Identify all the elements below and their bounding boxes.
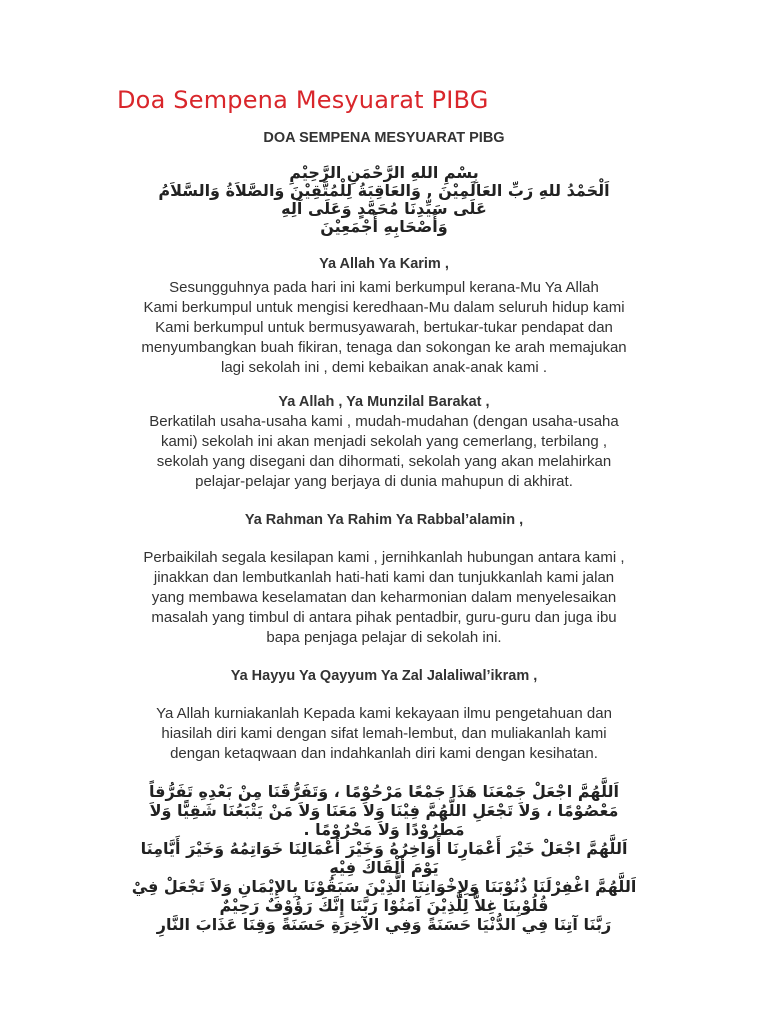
arabic-line: مَعْصُوْمًا ، وَلاَ تَجْعَلِ اللَّهُمَّ فِيْنَا وَلاَ مَعَنَا وَلاَ مَنْ يَتْبَعُنَا شَقِيًّا وَلاَ (149, 801, 619, 820)
document-subtitle: DOA SEMPENA MESYUARAT PIBG (263, 130, 505, 146)
paragraph-line: Perbaikilah segala kesilapan kami , jernihkanlah hubungan antara kami , (143, 549, 625, 566)
arabic-line: اَللَّهُمَّ اجْعَلْ جَمْعَنَا هَذَا جَمْعًا مَرْحُوْمًا ، وَتَفَرُّقَنَا مِنْ بَعْدِهِ تَفَرُّقاً (149, 782, 619, 801)
section-heading: Ya Allah , Ya Munzilal Barakat , (278, 394, 490, 410)
section-heading: Ya Allah Ya Karim , (319, 256, 449, 272)
paragraph-line: Kami berkumpul untuk mengisi keredhaan-Mu dalam seluruh hidup kami (143, 299, 625, 316)
section-paragraph (110, 278, 658, 378)
arabic-line: وَأَصْحَابِهِ أَجْمَعِيْنَ (320, 217, 448, 236)
paragraph-line: Berkatilah usaha-usaha kami , mudah-mudahan (dengan usaha-usaha (149, 413, 619, 430)
arabic-line: بِسْمِ اللهِ الرَّحْمَنِ الرَّحِيْمِ (289, 163, 479, 182)
arabic-line: عَلَى سَيِّدِنَا مُحَمَّدٍ وَعَلَى آلِهِ (281, 199, 487, 218)
section-paragraph (110, 704, 658, 764)
arabic-line: اَلْحَمْدُ للهِ رَبِّ العَالَمِيْنَ , وَالعَاقِبَةُ لِلْمُتَّقِيْنَ وَالصَّلاَةُ وَالسَّلاَمُ (158, 181, 610, 200)
paragraph-line: hiasilah diri kami dengan sifat lemah-lembut, dan muliakanlah kami (161, 725, 607, 742)
document-title: Doa Sempena Mesyuarat PIBG (117, 86, 489, 114)
paragraph-line: yang membawa keselamatan dan keharmonian dalam menyelesaikan (151, 589, 617, 606)
section-heading: Ya Hayyu Ya Qayyum Ya Zal Jalaliwal’ikram , (230, 668, 538, 684)
paragraph-line: bapa penjaga pelajar di sekolah ini. (266, 629, 502, 646)
arabic-line: قُلُوْبِنَا غِلاًّ لِلَّذِيْنَ آمَنُوْا رَبَّنَا إِنَّكَ رَؤُوْفٌ رَحِيْمٌ (219, 896, 549, 915)
section-paragraph (110, 412, 658, 492)
document-body (110, 130, 658, 934)
closing-arabic-prayer (110, 782, 658, 934)
paragraph-line: pelajar-pelajar yang berjaya di dunia mahupun di akhirat. (195, 473, 573, 490)
arabic-line: رَبَّنَا آتِنَا فِي الدُّنْيَا حَسَنَةً وَفِي الآخِرَةِ حَسَنَةً وَقِنَا عَذَابَ النَّارِ (156, 915, 612, 934)
section-heading: Ya Rahman Ya Rahim Ya Rabbal’alamin , (244, 512, 524, 528)
paragraph-line: dengan ketaqwaan dan indahkanlah diri kami dengan kesihatan. (170, 745, 598, 762)
paragraph-line: kami) sekolah ini akan menjadi sekolah yang cemerlang, terbilang , (160, 433, 608, 450)
arabic-line: اَللَّهُمَّ اجْعَلْ خَيْرَ أَعْمَارِنَا أَوَاخِرُهُ وَخَيْرَ أَعْمَالِنَا خَوَاتِمُهُ وَخَيْرَ أَيَّامِنَا (140, 839, 628, 858)
opening-arabic-prayer (110, 164, 658, 236)
paragraph-line: Kami berkumpul untuk bermusyawarah, bertukar-tukar pendapat dan (155, 319, 613, 336)
paragraph-line: lagi sekolah ini , demi kebaikan anak-anak kami . (220, 359, 547, 376)
paragraph-line: jinakkan dan lembutkanlah hati-hati kami dan tunjukkanlah kami jalan (153, 569, 615, 586)
paragraph-line: menyumbangkan buah fikiran, tenaga dan sokongan ke arah memajukan (141, 339, 627, 356)
section-paragraph (110, 548, 658, 648)
paragraph-line: Ya Allah kurniakanlah Kepada kami kekayaan ilmu pengetahuan dan (156, 705, 612, 722)
paragraph-line: sekolah yang disegani dan dihormati, sekolah yang akan melahirkan (156, 453, 612, 470)
arabic-line: اَللَّهُمَّ اغْفِرْلَنَا ذُنُوْبَنَا وَلِإِخْوَانِنَا الَّذِيْنَ سَبَقُوْنَا بِالإِيْمَانِ وَلاَ تَجْعَلْ فِيْ (131, 877, 637, 896)
paragraph-line: masalah yang timbul di antara pihak pentadbir, guru-guru dan juga ibu (151, 609, 617, 626)
paragraph-line: Sesungguhnya pada hari ini kami berkumpul kerana-Mu Ya Allah (169, 279, 599, 296)
arabic-line: مَطْرُوْدًا وَلاَ مَحْرُوْمًا . (303, 820, 465, 839)
arabic-line: يَوْمَ أَلْقَاكَ فِيْهِ (329, 858, 439, 877)
